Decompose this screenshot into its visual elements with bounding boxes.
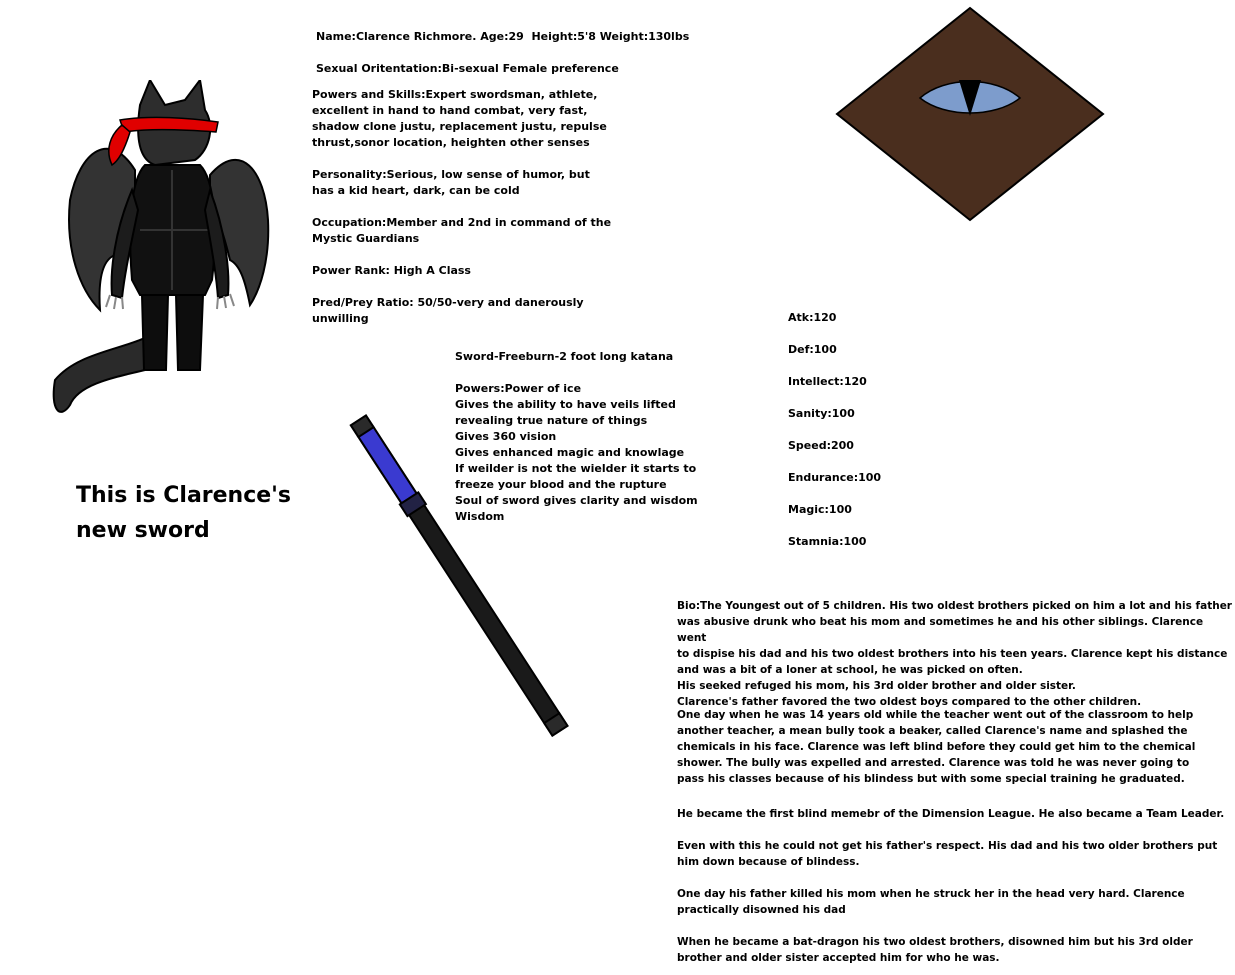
sword-caption: This is Clarence's new sword	[76, 483, 292, 543]
bio-paragraph-3: He became the first blind memebr of the Dimension League. He also became a Team Leader.	[677, 808, 1225, 820]
stat-intellect: Intellect:120	[788, 375, 867, 388]
orientation-line: Sexual Oritentation:Bi-sexual Female preference	[316, 62, 619, 75]
character-legs	[142, 295, 203, 370]
power-rank: Power Rank: High A Class	[312, 264, 471, 277]
powers-and-skills: Powers and Skills:Expert swordsman, athlete, excellent in hand to hand combat, very fast, shadow clone justu, replacement justu, repulse thrust,sonor location, heighten other senses	[312, 88, 607, 149]
name-line: Name:Clarence Richmore. Age:29 Height:5'8 Weight:130lbs	[316, 30, 690, 43]
bio-paragraph-5: One day his father killed his mom when he struck her in the head very hard. Clarence practically disowned his dad	[677, 888, 1185, 916]
eye-emblem-icon	[835, 6, 1107, 222]
stat-sanity: Sanity:100	[788, 407, 855, 420]
stat-atk: Atk:120	[788, 311, 837, 324]
stat-def: Def:100	[788, 343, 837, 356]
personality: Personality:Serious, low sense of humor, but has a kid heart, dark, can be cold	[312, 168, 590, 197]
bio-paragraph-4: Even with this he could not get his father's respect. His dad and his two older brothers put him down because of blindess.	[677, 840, 1218, 868]
stat-magic: Magic:100	[788, 503, 852, 516]
bio-paragraph-6: When he became a bat-dragon his two oldest brothers, disowned him but his 3rd older brother and older sister accepted him for who he was.	[677, 936, 1193, 964]
sword-powers: Powers:Power of ice Gives the ability to have veils lifted revealing true nature of things Gives 360 vision Gives enhanced magic and knowlage If weilder is not the wielder it starts to freeze your blood and the rupture Soul of sword gives clarity and wisdom Wisdom	[455, 382, 698, 523]
stat-endurance: Endurance:100	[788, 471, 882, 484]
stat-speed: Speed:200	[788, 439, 854, 452]
pred-prey-ratio: Pred/Prey Ratio: 50/50-very and danerously unwilling	[312, 296, 584, 325]
stat-stamina: Stamnia:100	[788, 535, 867, 548]
occupation: Occupation:Member and 2nd in command of the Mystic Guardians	[312, 216, 612, 245]
katana-icon	[300, 385, 620, 765]
character-blindfold	[120, 117, 218, 132]
bio-paragraph-1: Bio:The Youngest out of 5 children. His two oldest brothers picked on him a lot and his father was abusive drunk who beat his mom and sometimes he and his other siblings. Clarence went to dispise his dad and his two oldest brothers into his teen years. Clarence kept his distance and was a bit of a loner at school, he was picked on often. His seeked refuged his mom, his 3rd older brother and older sister. Clarence's father favored the two oldest boys compared to the other children.	[677, 600, 1232, 708]
character-drawing	[40, 80, 280, 420]
sword-handle	[358, 426, 417, 503]
sword-title: Sword-Freeburn-2 foot long katana	[455, 350, 674, 363]
bio-paragraph-2: One day when he was 14 years old while the teacher went out of the classroom to help another teacher, a mean bully took a beaker, called Clarence's name and splashed the chemicals in his face. Clarence was left blind before they could get him to the chemical shower. The bully was expelled and arrested. Clarence was told he was never going to pass his classes because of his blindess but with some special training he graduated.	[677, 709, 1196, 785]
